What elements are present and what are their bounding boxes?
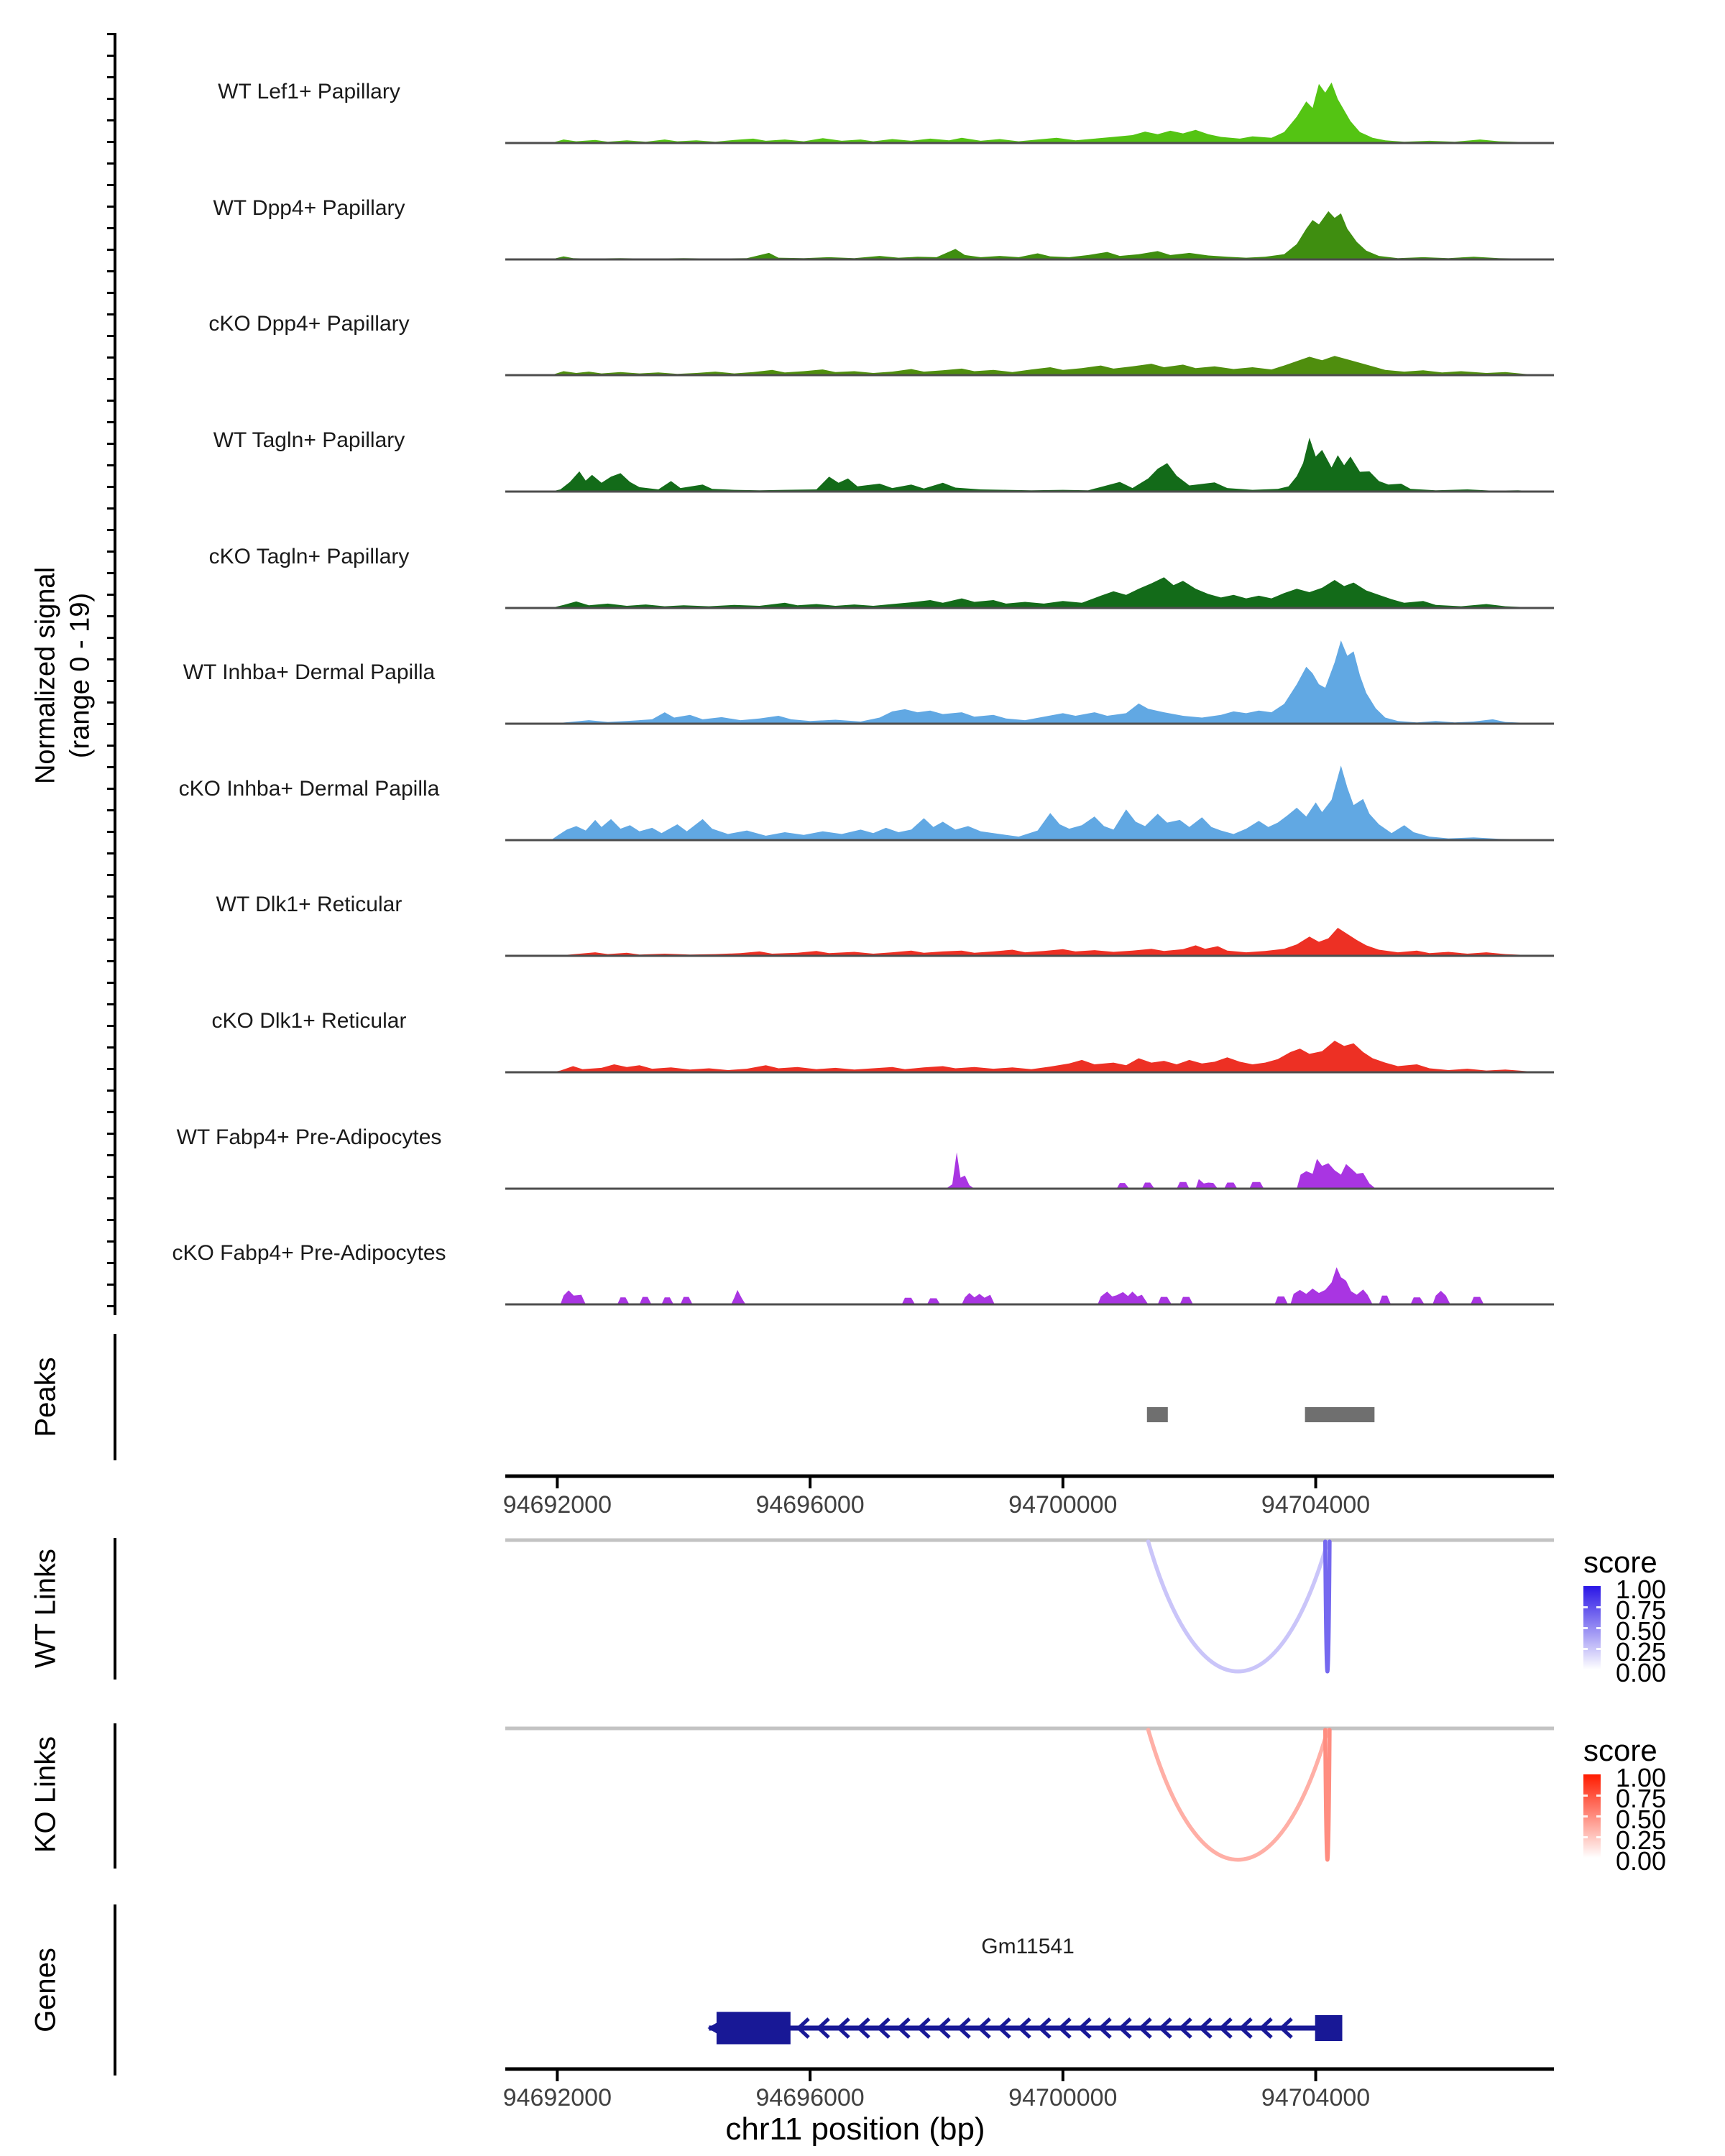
axis-tick-label: 94700000 — [1008, 2084, 1118, 2111]
peaks-axis-bracket — [114, 1334, 116, 1460]
section-label-genes: Genes — [29, 1948, 62, 2032]
ko-link-arc-1 — [1325, 1730, 1330, 1860]
y-axis-label-line2: (range 0 - 19) — [65, 592, 96, 759]
legend-bar-tick — [1596, 1815, 1601, 1818]
peak-rect-1 — [1305, 1407, 1375, 1422]
gene-name-label: Gm11541 — [981, 1935, 1075, 1958]
track-label-1: WT Dpp4+ Papillary — [213, 196, 405, 220]
coverage-area-track-8 — [551, 1041, 1544, 1072]
legend-bar-tick — [1596, 1648, 1601, 1650]
wt-legend-title: score — [1583, 1545, 1657, 1579]
legend-tick-label: 0.25 — [1616, 1637, 1667, 1667]
legend-tick-label: 1.00 — [1616, 1575, 1667, 1604]
gene-exon-1 — [1315, 2015, 1343, 2041]
track-label-5: WT Inhba+ Dermal Papilla — [183, 660, 436, 684]
wt-legend-gradient-bar — [1583, 1586, 1601, 1669]
legend-bar-tick — [1596, 1627, 1601, 1629]
track-label-8: cKO Dlk1+ Reticular — [211, 1009, 407, 1033]
axis-tick-label: 94692000 — [502, 1491, 612, 1519]
coverage-area-track-1 — [551, 211, 1544, 259]
axis-tick-label: 94696000 — [755, 2084, 865, 2111]
legend-bar-tick — [1583, 1648, 1588, 1650]
section-label-peaks: Peaks — [29, 1357, 62, 1437]
axis-tick-label: 94696000 — [755, 1491, 865, 1519]
legend-tick-label: 0.00 — [1616, 1658, 1667, 1687]
coverage-area-track-4 — [551, 577, 1544, 608]
legend-tick-label: 0.50 — [1616, 1616, 1667, 1646]
legend-bar-tick — [1596, 1836, 1601, 1838]
track-label-7: WT Dlk1+ Reticular — [216, 893, 402, 916]
ko-legend-gradient-bar — [1583, 1774, 1601, 1858]
legend-bar-tick — [1583, 1627, 1588, 1629]
track-label-9: WT Fabp4+ Pre-Adipocytes — [176, 1125, 442, 1149]
coverage-area-track-9 — [551, 1152, 1544, 1189]
coverage-area-track-7 — [551, 928, 1544, 956]
legend-bar-tick — [1596, 1795, 1601, 1797]
ko-links-axis-bracket — [114, 1723, 116, 1869]
legend-bar-tick — [1583, 1795, 1588, 1797]
coverage-area-track-3 — [551, 438, 1544, 492]
axis-tick-label: 94700000 — [1008, 1491, 1118, 1519]
coverage-area-track-6 — [551, 765, 1544, 840]
wt-links-axis-bracket — [114, 1538, 116, 1680]
legend-bar-tick — [1583, 1815, 1588, 1818]
legend-bar-tick — [1596, 1606, 1601, 1608]
gene-exon-0 — [717, 2012, 791, 2045]
legend-tick-label: 0.00 — [1616, 1846, 1667, 1876]
track-label-0: WT Lef1+ Papillary — [218, 80, 400, 103]
peak-rect-0 — [1147, 1407, 1168, 1422]
legend-tick-label: 0.75 — [1616, 1784, 1667, 1813]
coverage-area-track-10 — [551, 1267, 1544, 1304]
ko-score-legend — [1578, 1733, 1725, 1899]
legend-bar-tick — [1583, 1836, 1588, 1838]
legend-tick-label: 0.50 — [1616, 1805, 1667, 1834]
legend-bar-tick — [1583, 1606, 1588, 1608]
wt-link-arc-1 — [1325, 1542, 1330, 1672]
legend-tick-label: 0.75 — [1616, 1595, 1667, 1625]
track-label-6: cKO Inhba+ Dermal Papilla — [178, 777, 440, 801]
y-axis-label-line1: Normalized signal — [30, 566, 61, 785]
genes-axis-bracket — [114, 1904, 116, 2076]
track-label-3: WT Tagln+ Papillary — [213, 428, 405, 452]
axis-tick-label: 94704000 — [1261, 2084, 1371, 2111]
wt-link-arc-0 — [1149, 1542, 1328, 1672]
track-label-2: cKO Dpp4+ Papillary — [208, 312, 410, 336]
legend-tick-label: 0.25 — [1616, 1825, 1667, 1855]
track-label-10: cKO Fabp4+ Pre-Adipocytes — [172, 1241, 446, 1265]
x-axis-title: chr11 position (bp) — [725, 2111, 985, 2147]
section-label-ko-links: KO Links — [29, 1736, 62, 1853]
ko-legend-title: score — [1583, 1733, 1657, 1767]
coverage-area-track-2 — [551, 356, 1544, 375]
section-label-wt-links: WT Links — [29, 1549, 62, 1668]
coverage-area-track-0 — [551, 83, 1544, 143]
track-label-4: cKO Tagln+ Papillary — [208, 545, 410, 568]
legend-tick-label: 1.00 — [1616, 1763, 1667, 1792]
axis-tick-label: 94692000 — [502, 2084, 612, 2111]
ko-link-arc-0 — [1149, 1730, 1328, 1860]
wt-score-legend — [1578, 1545, 1725, 1710]
coverage-area-track-5 — [551, 640, 1544, 724]
axis-tick-label: 94704000 — [1261, 1491, 1371, 1519]
